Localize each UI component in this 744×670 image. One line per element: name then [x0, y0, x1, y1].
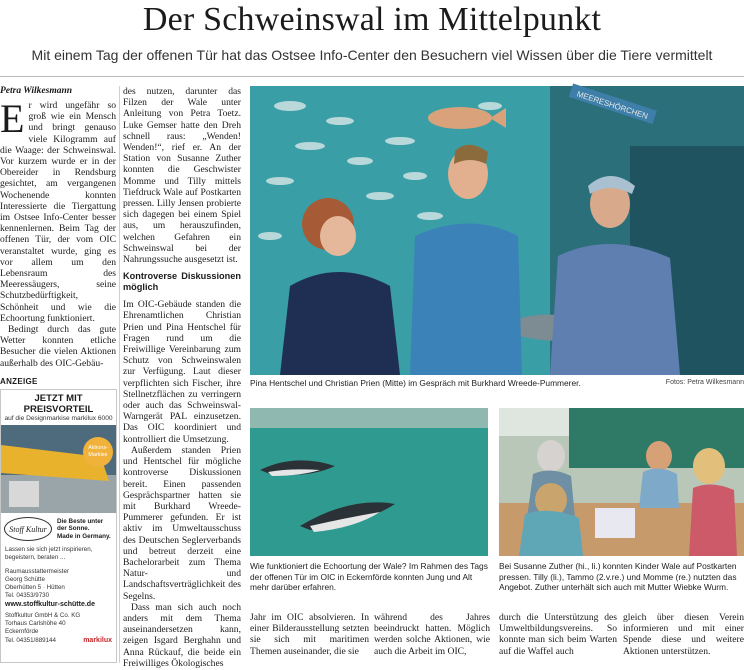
paragraph: während des Jahres beeindruckt hatten. Möglich werden solche Aktionen, wie auch die Arbeit im OIC, [374, 612, 490, 657]
drop-cap: E [0, 96, 25, 141]
whales-photo [250, 408, 488, 556]
whales-illustration [250, 408, 488, 556]
markilux-logo: markilux [83, 636, 112, 644]
ad-text-line: Stoffkultur GmbH & Co. KG [5, 611, 81, 619]
article-column-1 [0, 96, 116, 372]
column-divider [119, 86, 120, 663]
paragraph: Jahr im OIC absolvieren. In einer Bilderausstellung setzten sie sich mit maritimen Themen auseinander, die sie [250, 612, 369, 657]
ad-text-line: Oberhütten 5 · Hütten [5, 584, 65, 592]
subheadline: Mit einem Tag der offenen Tür hat das Ostsee Info-Center den Besuchern viel Wissen über die Tiere vermittelt [31, 47, 713, 63]
ad-label: ANZEIGE [0, 377, 38, 386]
paragraph: r wird ungefähr so groß wie ein Mensch und bringt genauso viele Kilogramm auf die Waage: der Schweinswal. Vor kurzem wurde er in der Obereider in Rendsburg gesichtet, am vergangenen Wochenende konnten Interessierte die Tiergattung im Ostsee Info-Center besser kennenlernen. Beim Tag der offenen Tür, der vom OIC veranstaltet wurde, ging es vor allem um den Lebensraum des Meeressäugers, seine Schutzbedürftigkeit, Schönheit und wie die Echoortung funktioniert. [0, 100, 116, 324]
ad-badge-line: Markise [88, 452, 108, 458]
ad-slogan-line: Made in Germany. [57, 532, 111, 540]
byline: Petra Wilkesmann [0, 86, 73, 96]
article-column-3 [250, 612, 369, 664]
article-column-6 [623, 612, 744, 664]
ad-badge-line: Aktions- [88, 445, 108, 451]
photo-credit: Fotos: Petra Wilkesmann [665, 379, 744, 386]
header-divider [0, 76, 744, 77]
main-photo-caption: Pina Hentschel und Christian Prien (Mitte) im Gespräch mit Burkhard Wreede-Pummerer. [250, 378, 581, 388]
main-photo-illustration [250, 86, 744, 375]
ad-text-line: begeistern, beraten ... [5, 554, 66, 562]
ad-title: JETZT MIT PREISVORTEIL [23, 393, 94, 415]
wall-sign-text: MEERESHÖRCHEN [575, 89, 650, 121]
ad-text-line: Tel. 04351/889144 [5, 636, 56, 644]
paragraph: Außerdem standen Prien und Hentschel für mögliche kontroverse Diskussionen bereit. Einen passenden Gesprächspartner hatten sie mit Burkhard Wreede-Pummerer gefunden. Er ist aktiv im Umweltausschuss des Deutschen Seglerverbands und betreut derzeit eine Bachelorarbeit zum Thema Natur- und Landschaftsverträglichkeit des Segelns. [123, 444, 241, 602]
whales-photo-caption: Wie funktioniert die Echoortung der Wale? Im Rahmen des Tags der offenen Tür im OIC in Eckernförde konnten Jung und Alt mehr darüber erfahren. [250, 561, 488, 592]
paragraph: Im OIC-Gebäude standen die Ehrenamtlichen Christian Prien und Pina Hentschel für Fragen rund um die Freiwillige Vereinbarung zum Schutz von Schweinswalen zur Verfügung. Laut dieser verpflichten sich Fischer, ihre Stellnetzflächen zu verringern oder auch das Schweinswal-Warngerät PAL einzusetzen. Das OIC koordiniert und kontrolliert die Umsetzung. [123, 299, 241, 445]
paragraph: Dass man sich auch noch anders mit dem Thema auseinandersetzen kann, zeigen Isgard Berghahn und Anna Rückauf, die beide ein Freiwilliges Ökologisches [123, 601, 241, 669]
paragraph: durch die Unterstützung des Umweltbildungsvereins. So konnte man sich beim Warten auf die Waffel auch [499, 612, 617, 657]
paragraph: Bedingt durch das gute Wetter konnten etliche Besucher die vielen Aktionen außerhalb des OIC-Gebäu- [0, 324, 116, 369]
table-illustration [499, 408, 744, 556]
main-photo [250, 86, 744, 375]
article-column-2 [123, 86, 241, 669]
advertisement[interactable] [0, 389, 117, 663]
paragraph: des nutzen, darunter das Filzen der Wale unter Anleitung von Petra Toetz. Luke Gemser hatte den Dreh schnell raus: „Wenden! Wenden!“, rief er. An der Station von Susanne Zuther konnten die Geschwister Momme und Tilly mittels Tiefdruck Wale auf Postkarten pressen. Lilly Jensen probierte sich dagegen bei einem Spiel aus, um herauszufinden, welchen Gefahren ein Schweinswal bei der Nahrungssuche ausgesetzt ist. [123, 86, 241, 266]
ad-subtitle: auf die Designmarkise markilux 6000 [4, 415, 113, 422]
ad-text-line: Lassen sie sich jetzt inspirieren, [5, 546, 93, 553]
table-photo-caption: Bei Susanne Zuther (hi., li.) konnten Kinder Wale auf Postkarten pressen. Tilly (li.), Tammo (2.v.re.) und Momme (re.) nutzten das Angebot. Zuther unterhält sich auch mit Mutter Wiebke Wurm. [499, 561, 737, 592]
ad-awning-image [1, 425, 116, 513]
ad-text-line: Raumausstattermeister [5, 567, 69, 575]
ad-text-line: Georg Schütte [5, 575, 45, 583]
ad-slogan-line: der Sonne. [57, 525, 90, 533]
article-column-4 [374, 612, 490, 664]
paragraph: gleich über diesen Verein informieren und mit einer Spende diese und weitere Aktionen unterstützen. [623, 612, 744, 657]
section-subheading: Kontroverse Diskussionen möglich [123, 271, 241, 293]
ad-badge [83, 437, 113, 467]
article-column-5 [499, 612, 617, 664]
ad-slogan-line: Die Beste unter [57, 517, 104, 525]
table-photo [499, 408, 744, 556]
ad-text-line: Tel. 04353/9730 [5, 592, 50, 600]
ad-text-line: Torhaus Carlshöhe 40 [5, 620, 66, 628]
ad-website-link[interactable]: www.stoffkultur-schütte.de [5, 600, 95, 608]
headline: Der Schweinswal im Mittelpunkt [142, 1, 602, 38]
stoffkultur-logo: Stoff Kultur [4, 517, 52, 541]
ad-text-line: Eckernförde [5, 628, 39, 636]
